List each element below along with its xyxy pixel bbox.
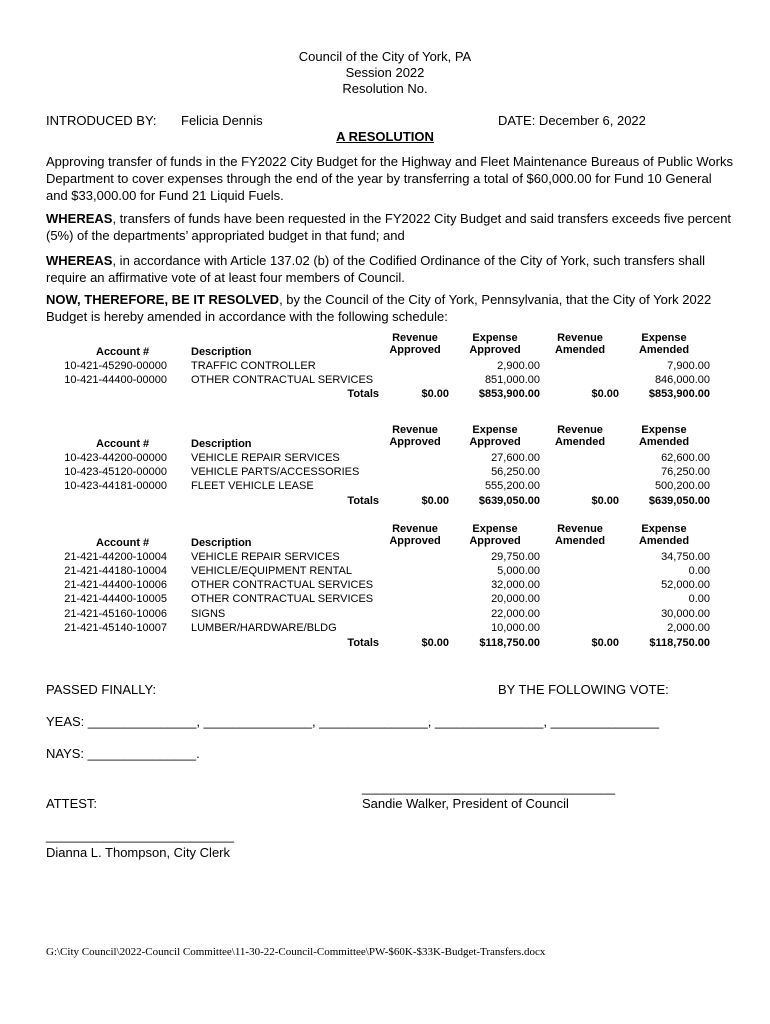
vote-label: BY THE FOLLOWING VOTE: bbox=[498, 682, 669, 697]
header-expense-amended: Expense Amended bbox=[638, 523, 690, 547]
table-row-expense-amended: 0.00 bbox=[688, 593, 710, 605]
header-revenue-approved: Revenue Approved bbox=[389, 424, 441, 448]
totals-label: Totals bbox=[347, 388, 379, 400]
header-expense-amended: Expense Amended bbox=[638, 424, 690, 448]
resolved-text: , by the Council of the City of York, Pennsylvania, that the City of York 2022 Budget is hereby amended in accordance with the following schedule: bbox=[46, 292, 712, 324]
intro-paragraph: Approving transfer of funds in the FY2022 City Budget for the Highway and Fleet Maintenance Bureaus of Public Works Department to cover expenses through the end of the year by transferring a total of $60,000.00 for Fund 10 General and $33,000.00 for Fund 21 Liquid Fuels. bbox=[46, 154, 733, 203]
totals-expense-approved: $853,900.00 bbox=[478, 388, 540, 400]
header-expense-approved: Expense Approved bbox=[469, 424, 521, 448]
table-row-description: VEHICLE REPAIR SERVICES bbox=[191, 452, 340, 464]
file-path-footer: G:\City Council\2022-Council Committee\11-30-22-Council-Committee\PW-$60K-$33K-Budget-Transfers.docx bbox=[46, 946, 546, 958]
table-row-description: TRAFFIC CONTROLLER bbox=[191, 360, 316, 372]
president-signature-line: ___________________________________ bbox=[362, 780, 616, 795]
table-row-expense-approved: 10,000.00 bbox=[491, 622, 540, 634]
table-row-account: 10-421-45290-00000 bbox=[64, 360, 167, 372]
yeas-line: YEAS: _______________, _______________, _______________, _______________, _______________ bbox=[46, 714, 660, 729]
totals-revenue-approved: $0.00 bbox=[421, 495, 449, 507]
header-revenue-approved: Revenue Approved bbox=[389, 523, 441, 547]
resolution-date: DATE: December 6, 2022 bbox=[498, 113, 646, 128]
header-account: Account # bbox=[96, 537, 150, 549]
table-row-expense-approved: 555,200.00 bbox=[484, 480, 540, 492]
table-row-expense-amended: 30,000.00 bbox=[661, 608, 710, 620]
table-row-description: VEHICLE PARTS/ACCESSORIES bbox=[191, 466, 360, 478]
table-row-account: 10-421-44400-00000 bbox=[64, 374, 167, 386]
table-row-expense-amended: 34,750.00 bbox=[661, 551, 710, 563]
table-row-expense-amended: 52,000.00 bbox=[661, 579, 710, 591]
table-row-description: VEHICLE REPAIR SERVICES bbox=[191, 551, 340, 563]
table-row-expense-approved: 20,000.00 bbox=[491, 593, 540, 605]
totals-expense-amended: $639,050.00 bbox=[648, 495, 710, 507]
table-row-expense-amended: 0.00 bbox=[688, 565, 710, 577]
passed-finally-label: PASSED FINALLY: bbox=[46, 682, 157, 697]
header-account: Account # bbox=[96, 346, 150, 358]
table-row-account: 21-421-44200-10004 bbox=[64, 551, 167, 563]
whereas-paragraph-1 bbox=[46, 210, 736, 244]
table-row-account: 21-421-44400-10006 bbox=[64, 579, 167, 591]
table-row-description: OTHER CONTRACTUAL SERVICES bbox=[191, 593, 374, 605]
table-row-description: SIGNS bbox=[191, 608, 226, 620]
session-header-line: Session 2022 bbox=[345, 65, 425, 80]
totals-label: Totals bbox=[347, 637, 379, 649]
totals-revenue-amended: $0.00 bbox=[591, 388, 619, 400]
totals-expense-amended: $118,750.00 bbox=[649, 637, 710, 649]
table-row-expense-amended: 62,600.00 bbox=[661, 452, 710, 464]
header-revenue-amended: Revenue Amended bbox=[554, 332, 606, 356]
table-row-expense-amended: 7,900.00 bbox=[667, 360, 710, 372]
whereas-keyword: WHEREAS bbox=[46, 253, 113, 268]
header-revenue-amended: Revenue Amended bbox=[554, 523, 606, 547]
nays-line: NAYS: _______________. bbox=[46, 746, 200, 761]
table-row-account: 10-423-45120-00000 bbox=[64, 466, 167, 478]
table-row-expense-approved: 22,000.00 bbox=[491, 608, 540, 620]
council-header-line: Council of the City of York, PA bbox=[298, 49, 472, 64]
table-row-description: LUMBER/HARDWARE/BLDG bbox=[191, 622, 337, 634]
table-row-expense-approved: 29,750.00 bbox=[491, 551, 540, 563]
table-row-description: VEHICLE/EQUIPMENT RENTAL bbox=[191, 565, 352, 577]
totals-expense-approved: $118,750.00 bbox=[479, 637, 540, 649]
table-row-account: 21-421-45140-10007 bbox=[64, 622, 167, 634]
header-expense-amended: Expense Amended bbox=[638, 332, 690, 356]
header-description: Description bbox=[191, 438, 252, 450]
table-row-description: OTHER CONTRACTUAL SERVICES bbox=[191, 374, 374, 386]
totals-label: Totals bbox=[347, 495, 379, 507]
introducer-name: Felicia Dennis bbox=[181, 113, 263, 128]
totals-revenue-amended: $0.00 bbox=[591, 637, 619, 649]
header-expense-approved: Expense Approved bbox=[469, 523, 521, 547]
resolution-title: A RESOLUTION bbox=[336, 129, 434, 144]
header-expense-approved: Expense Approved bbox=[469, 332, 521, 356]
whereas-keyword: WHEREAS bbox=[46, 211, 113, 226]
table-row-expense-approved: 27,600.00 bbox=[491, 452, 540, 464]
table-row-expense-approved: 2,900.00 bbox=[497, 360, 540, 372]
totals-revenue-approved: $0.00 bbox=[421, 388, 449, 400]
table-row-expense-amended: 846,000.00 bbox=[654, 374, 710, 386]
resolved-keyword: NOW, THEREFORE, BE IT RESOLVED bbox=[46, 292, 280, 307]
table-row-expense-approved: 56,250.00 bbox=[491, 466, 540, 478]
table-row-expense-approved: 851,000.00 bbox=[484, 374, 540, 386]
clerk-signature-line: __________________________ bbox=[46, 828, 234, 843]
resolved-paragraph bbox=[46, 291, 736, 325]
table-row-description: FLEET VEHICLE LEASE bbox=[191, 480, 314, 492]
table-row-account: 10-423-44181-00000 bbox=[64, 480, 167, 492]
whereas-text: , in accordance with Article 137.02 (b) of the Codified Ordinance of the City of York, such transfers shall require an affirmative vote of at least four members of Council. bbox=[46, 253, 705, 285]
table-row-account: 21-421-44180-10004 bbox=[64, 565, 167, 577]
introduced-by-label: INTRODUCED BY: bbox=[46, 113, 157, 128]
header-description: Description bbox=[191, 346, 252, 358]
whereas-text: , transfers of funds have been requested in the FY2022 City Budget and said transfers exceeds five percent (5%) of the departments’ appropriated budget in that fund; and bbox=[46, 211, 732, 243]
table-row-description: OTHER CONTRACTUAL SERVICES bbox=[191, 579, 374, 591]
header-revenue-amended: Revenue Amended bbox=[554, 424, 606, 448]
table-row-account: 21-421-44400-10005 bbox=[64, 593, 167, 605]
attest-label: ATTEST: bbox=[46, 796, 98, 811]
header-description: Description bbox=[191, 537, 252, 549]
clerk-name: Dianna L. Thompson, City Clerk bbox=[46, 845, 231, 860]
president-name: Sandie Walker, President of Council bbox=[362, 796, 569, 811]
table-row-expense-amended: 500,200.00 bbox=[654, 480, 710, 492]
totals-expense-approved: $639,050.00 bbox=[478, 495, 540, 507]
table-row-expense-approved: 32,000.00 bbox=[491, 579, 540, 591]
header-revenue-approved: Revenue Approved bbox=[389, 332, 441, 356]
table-row-account: 21-421-45160-10006 bbox=[64, 608, 167, 620]
table-row-expense-amended: 76,250.00 bbox=[661, 466, 710, 478]
table-row-expense-approved: 5,000.00 bbox=[497, 565, 540, 577]
totals-revenue-approved: $0.00 bbox=[421, 637, 449, 649]
table-row-account: 10-423-44200-00000 bbox=[64, 452, 167, 464]
table-row-expense-amended: 2,000.00 bbox=[667, 622, 710, 634]
totals-revenue-amended: $0.00 bbox=[591, 495, 619, 507]
whereas-paragraph-2 bbox=[46, 252, 736, 286]
totals-expense-amended: $853,900.00 bbox=[648, 388, 710, 400]
header-account: Account # bbox=[96, 438, 150, 450]
resolution-number-line: Resolution No. bbox=[342, 81, 428, 96]
